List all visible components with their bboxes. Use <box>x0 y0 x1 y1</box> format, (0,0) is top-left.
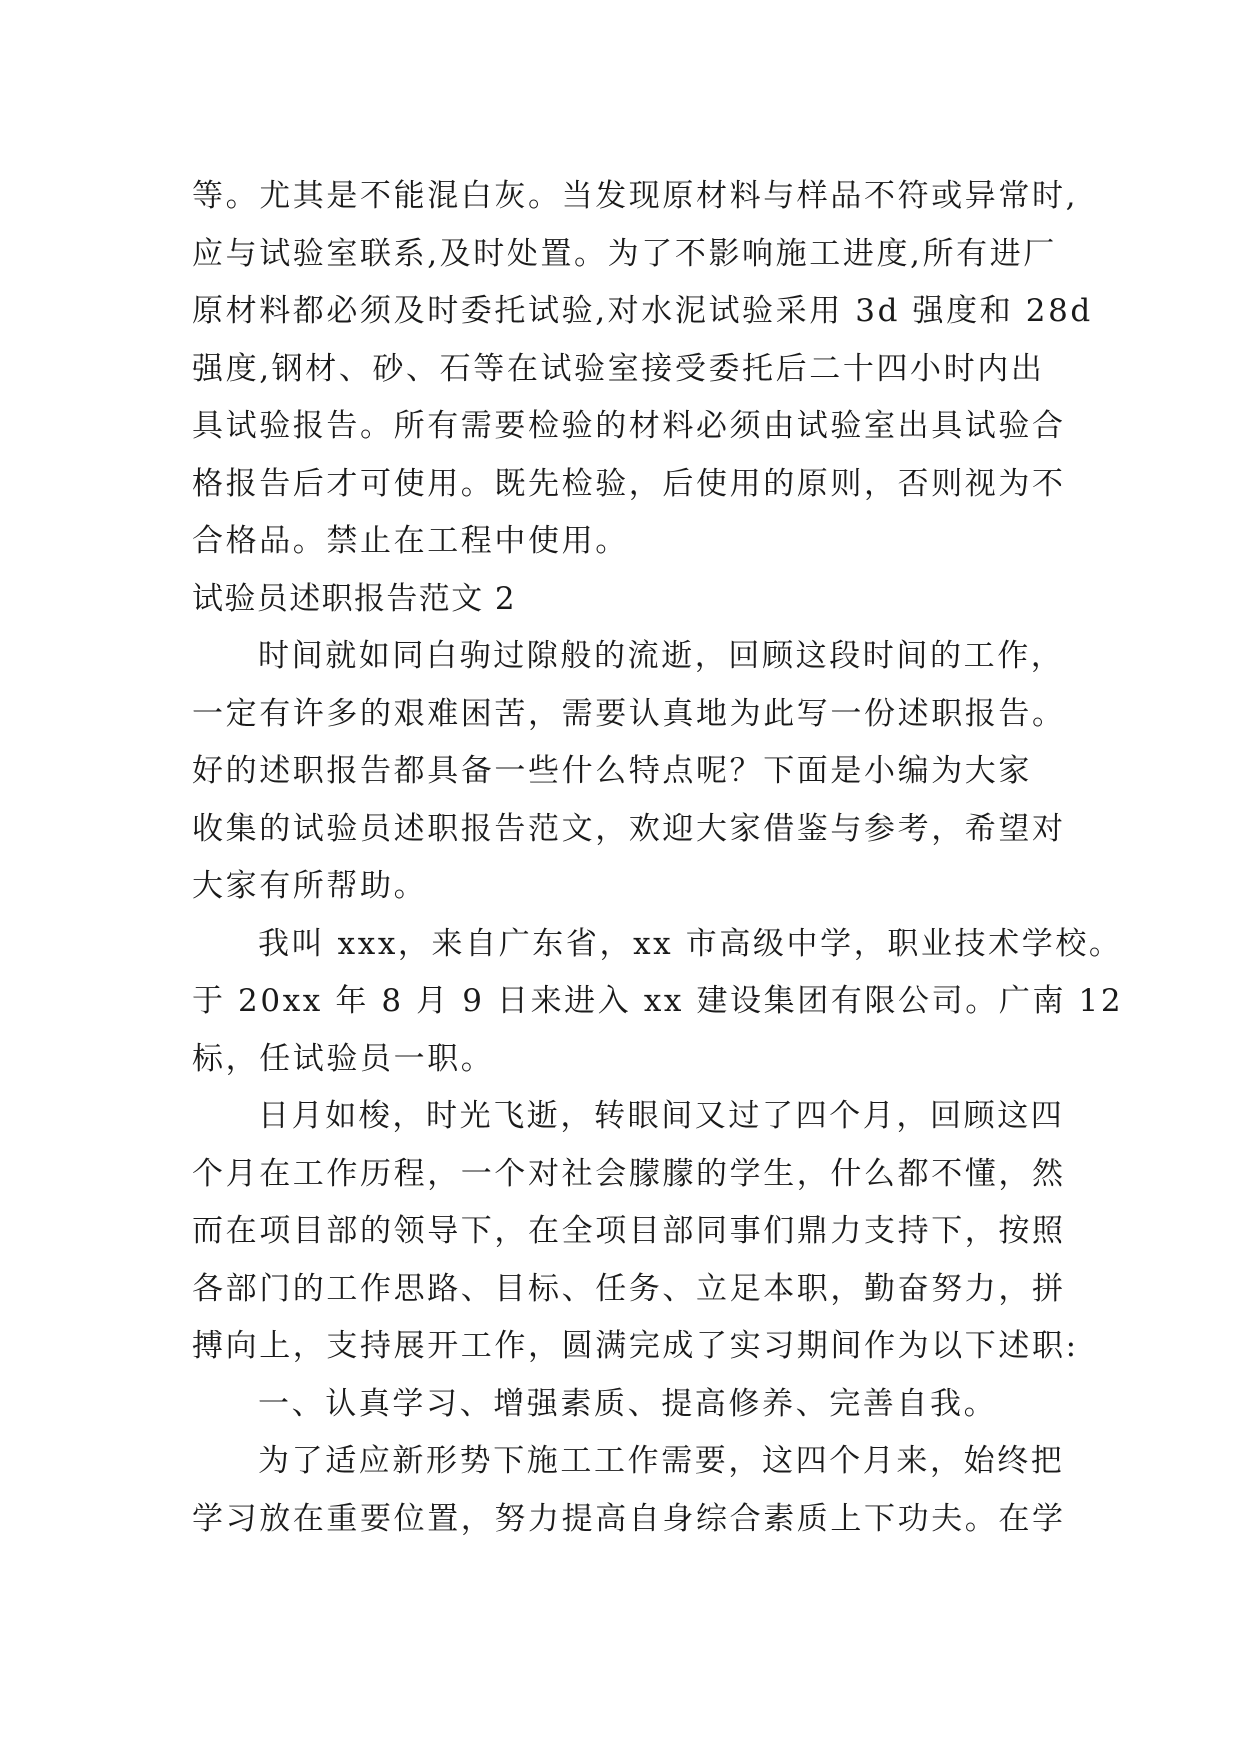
text-line: 日月如梭，时光飞逝，转眼间又过了四个月，回顾这四 <box>258 1098 1065 1134</box>
document-body <box>192 168 1124 1548</box>
text-line: 时间就如同白驹过隙般的流逝，回顾这段时间的工作， <box>258 638 1065 674</box>
text-line: 原材料都必须及时委托试验,对水泥试验采用 3d 强度和 28d <box>192 293 1093 329</box>
text-line: 为了适应新形势下施工工作需要，这四个月来，始终把 <box>258 1443 1065 1479</box>
text-line: 标，任试验员一职。 <box>192 1040 495 1077</box>
text-line: 个月在工作历程，一个对社会朦朦的学生，什么都不懂，然 <box>192 1155 1066 1192</box>
text-line: 等。尤其是不能混白灰。当发现原材料与样品不符或异常时, <box>192 178 1079 214</box>
text-line: 一定有许多的艰难困苦，需要认真地为此写一份述职报告。 <box>192 695 1066 732</box>
text-line: 具试验报告。所有需要检验的材料必须由试验室出具试验合 <box>192 408 1066 444</box>
text-line: 好的述职报告都具备一些什么特点呢？下面是小编为大家 <box>192 753 1032 789</box>
section-heading: 试验员述职报告范文 2 <box>192 580 516 617</box>
text-line: 格报告后才可使用。既先检验，后使用的原则，否则视为不 <box>192 465 1066 502</box>
text-line: 学习放在重要位置，努力提高自身综合素质上下功夫。在学 <box>192 1500 1066 1537</box>
list-heading: 一、认真学习、增强素质、提高修养、完善自我。 <box>258 1385 998 1422</box>
text-line: 收集的试验员述职报告范文，欢迎大家借鉴与参考，希望对 <box>192 810 1066 847</box>
text-line: 搏向上，支持展开工作，圆满完成了实习期间作为以下述职: <box>192 1328 1079 1364</box>
text-line: 强度,钢材、砂、石等在试验室接受委托后二十四小时内出 <box>192 350 1045 387</box>
text-line: 各部门的工作思路、目标、任务、立足本职，勤奋努力，拼 <box>192 1270 1066 1307</box>
text-line: 合格品。禁止在工程中使用。 <box>192 523 629 559</box>
text-line: 我叫 xxx，来自广东省，xx 市高级中学，职业技术学校。 <box>258 925 1123 962</box>
text-line: 大家有所帮助。 <box>192 868 428 904</box>
text-line: 应与试验室联系,及时处置。为了不影响施工进度,所有进厂 <box>192 235 1057 272</box>
text-line: 而在项目部的领导下，在全项目部同事们鼎力支持下，按照 <box>192 1213 1066 1249</box>
text-line: 于 20xx 年 8 月 9 日来进入 xx 建设集团有限公司。广南 12 <box>192 983 1124 1019</box>
